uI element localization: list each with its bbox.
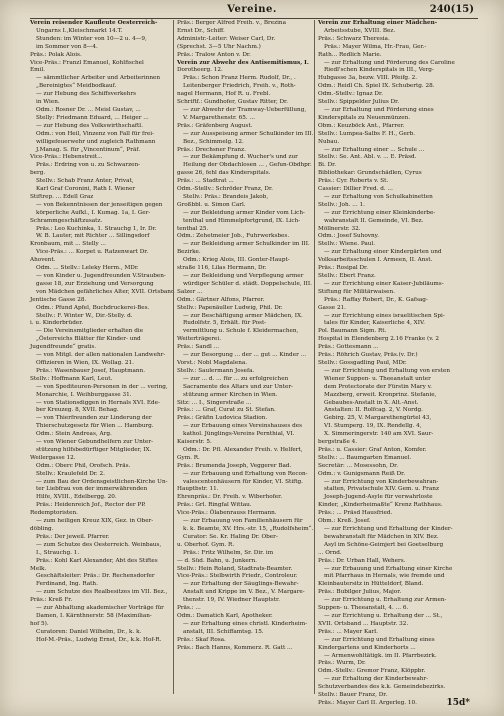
text-line: Sitz: ... I., Singerstraße ... <box>177 399 252 406</box>
text-line: anstalt, III. Schiffamtsg. 15. <box>183 628 264 635</box>
text-line: — zur Abhaltung akademischer Vorträge für <box>36 605 164 612</box>
text-line: Verein reisender Kaufleute Oesterreich- <box>30 20 158 26</box>
text-line: Odm.: Damatich Karl, Apotheker. <box>177 612 273 619</box>
text-line: Präs.: ... Mayer Karl. <box>318 628 378 635</box>
text-line: Heilung der Obdachlosen ... , Gefun-Obdhpr. <box>183 162 312 169</box>
text-line: — zur Besorgung ... der ... gut ... Kinder ... <box>183 352 307 359</box>
text-line: Sacramente des Altars und zur Unter- <box>183 383 293 390</box>
text-line: Verein zur Erhaltung einer Mädchen- <box>318 20 438 26</box>
text-line: Präs.: Bubilger Julius, Major. <box>318 589 402 596</box>
text-line: Secretär: ... Mosessohn, Dr. <box>318 462 399 469</box>
text-line: Redemptoristen. <box>30 510 78 517</box>
text-line: kathol. Jünglings-Vereins Pernthial, VI. <box>183 431 295 438</box>
text-line: Präs.: Fritz Wilhelm, Sr. Dir. im <box>183 549 274 556</box>
text-line: Emil. <box>30 67 45 74</box>
header-rule <box>30 18 478 19</box>
text-line: Präs.: ... Stadtrat ... <box>177 178 234 185</box>
text-line: Präs.: Leo Kuchinka, 1. Strauchg 1, Ir. Dr. <box>36 225 157 232</box>
text-line: Kleinbautersitz in Hütteldorf, Bland. <box>318 581 424 588</box>
text-line: Jugendfreunde“ gratis. <box>30 344 97 351</box>
text-line: — zur Errichtung und Erhaltung von ersten <box>324 367 451 374</box>
text-line: Präs.: Berger Alfred Freih. v., Brezina <box>177 20 286 26</box>
text-line: Ernst Dr., Schiff. <box>177 27 225 34</box>
text-line: — zur Errichtung einer Kaiser-Jubiläums- <box>324 280 444 287</box>
text-line: Curator: Se. Kr. Haling Dr. Ober- <box>183 533 278 540</box>
text-line: Schriftf.: Gundhofer, Gustav Ritter, Dr. <box>177 99 288 106</box>
text-line: Odm.: Pfund Apfel, Buchdruckerei-Bes. <box>36 304 150 311</box>
text-line: Vice-Präs.: ... Korpet u. Ratzenwart Dr. <box>36 249 149 256</box>
text-line: Wiener Suppen- u. Theeanstalt unter <box>324 375 431 382</box>
text-line: Melk. <box>30 565 47 572</box>
text-line: Mazzberg, erweit. Kronprinz. Stefanie, <box>324 391 437 398</box>
text-line: Präs.: Schwarz Theresia. <box>318 35 390 42</box>
text-line: tenthal 25. <box>177 225 209 232</box>
text-line: Ferdinand, Ing. Rath. <box>36 581 98 588</box>
text-line: Weilergasse 12. <box>30 454 76 461</box>
text-line: Rudolfstr. 5, Erhält. für Post- <box>183 320 267 327</box>
text-line: VI. Stumperg. 19, IX. Rendellg. 4, <box>324 423 422 430</box>
text-line: Stellv.: Se. Ant. Abl. v. ... E. Präsd. <box>318 154 417 161</box>
text-line: — von Stationsdiggen in Hernals XVI. Ede- <box>36 399 160 406</box>
text-line: — von Bekenntnissen der jenseitigen gegen <box>36 201 163 208</box>
text-line: Hauptbstr. 11. <box>177 486 219 493</box>
text-line: Präs.: Kreß Fr. <box>30 597 73 604</box>
text-line: körperliche Aufkl., I. Kumag. 1a, I. Ger- <box>36 209 151 216</box>
text-line: — zur Errichtung einer Kleinkinderbe- <box>324 209 436 216</box>
text-line: stützung hilfsbedürftiger Mitglieder, IX. <box>36 446 152 453</box>
text-line: — zur Errichtung eines israelitischen Spi- <box>324 312 445 319</box>
text-line: Karl Graf Coronini, Rath I. Wiener <box>36 186 136 193</box>
text-line: Großbbl. u. Simon Carl. <box>177 201 246 208</box>
text-line: — zur Erhaltung einer Kindergärten und <box>324 249 442 256</box>
text-line: stützung armer Kirchen in Wien. <box>183 391 278 398</box>
text-line: Stellv.: Hein Roland, Stadtrats-Beamter. <box>177 565 293 572</box>
text-line: — Die Vereinsmitglieder erhalten die <box>36 328 144 335</box>
text-line: Rath... Redlich Marie. <box>318 51 382 58</box>
text-line: Odm. ... Stellv.: Leleky Herm., MDr. <box>36 265 139 272</box>
text-line: vermittlung u. Schule f. Kleidermachen, <box>183 328 299 335</box>
text-line: Hof-M.-Präs., Ludwig Ernst, Dr., k.k. Hof-R. <box>36 636 162 643</box>
text-line: Odm.: Stein Andreas, Arg. <box>36 431 112 438</box>
text-line: Präs.: Skaf Rosa. <box>177 636 226 643</box>
column-divider <box>314 20 315 694</box>
text-line: Odm.: Dr. Pfl. Alexander Freih. v. Helfert, <box>183 446 303 453</box>
text-line: — zur Errichtung und Erhaltung eines <box>324 636 435 643</box>
text-line: stalten, Privatschule XIV. Gem. u. Franz <box>324 486 439 493</box>
text-line: W. B. Lauter, mit Richter ... Sillingsdorf <box>36 233 150 240</box>
text-line: tales für Kinder, Kaiserliche 4, XIV. <box>324 320 425 327</box>
text-line: Ungarns I.,Kleischmarkt 14.T. <box>36 27 123 34</box>
text-line: im Sommer von 8—4. <box>36 43 98 50</box>
text-line: — von Kinder u. Jugendfreunden V.Strauben- <box>36 273 166 279</box>
text-line: Kinder, „Kinderheimaßte“ Krenz Rathhaus. <box>318 502 443 509</box>
text-line: — sämmtlicher Arbeiter und Arbeiterinnen <box>36 75 161 82</box>
text-line: würdiger Schüler d. städt. Doppelschule, III. <box>183 280 312 287</box>
text-line: — zur Erhaltung und Förderung des Caroline <box>324 59 455 66</box>
text-line: Präs.: Schon Franz Herm. Rudolf, Dr., . <box>183 75 296 82</box>
text-line: Kinderspitals zu Neuenmünzen. <box>318 114 411 121</box>
text-line: Curatoren: Daniel Wilhelm, Dr., k. k. <box>36 628 142 635</box>
text-line: Präs.: Gottesmann ... <box>318 344 379 351</box>
text-line: Odm.: Josef Suhovny. <box>318 233 379 240</box>
text-column-middle <box>177 20 314 696</box>
text-line: Odm.-Stellv.: Gremor Franz, Klöppbr. <box>318 668 426 675</box>
text-line: Ahovent. <box>30 257 56 264</box>
text-line: (Sprechst. 3—5 Uhr Nachm.) <box>177 43 261 50</box>
text-line: — zur Erhaltung von Schulkabinetten <box>324 193 433 200</box>
text-line: — zur Erhaltung eines christl. Kinderheim- <box>183 620 308 627</box>
text-line: Präs.: Heidenreich Jof., Rector der PP. <box>36 502 146 509</box>
text-line: Präs.: Raffay Robert, Dr., K. Gafsag- <box>324 296 428 303</box>
text-line: — zur Hebung des Schiffsverkehrs <box>36 91 137 98</box>
text-line: gasse 18, zur Erziehung und Versorgung <box>36 280 154 287</box>
text-line: Asyl im Schöne-Geimjert bei Goetselburg <box>324 541 444 548</box>
text-line: Administr.-Leiter: Weiser Carl, Dr. <box>177 35 276 42</box>
text-line: — zur Bekämpfung d. Wucher's und zur <box>183 154 298 161</box>
text-line: k. k. Beamte, XV. Hrs.-str. 15, „Rudolfsheim“. <box>183 526 314 532</box>
text-line: berg. <box>30 170 46 177</box>
text-line: Stellv.: Joh. ... 1. <box>318 201 365 208</box>
text-line: Vorst.: Nobl Magdalena. <box>177 359 248 366</box>
text-line: — zur Errichtung u. Erhaltung der ... St., <box>324 612 443 619</box>
text-line: Präs.: Sandl ... <box>177 344 220 351</box>
text-line: Präs.: Bach Hanns, Kommerz. R. Gatt ... <box>177 644 293 651</box>
text-line: Präs.: ... <box>177 605 201 612</box>
text-line: döbling. <box>30 526 54 532</box>
text-line: — zur Erbauung von Familienhäusern für <box>183 518 303 525</box>
text-line: Präs.: Wurm, Dr. <box>318 660 366 667</box>
text-line: — zur Erbauung und Erhaltung von Recon- <box>183 470 308 477</box>
text-line: Vice-Präs.: Ölabenrauss Hermann. <box>177 510 277 517</box>
text-line: Möllnerstr. 32. <box>318 225 361 232</box>
text-line: J.Manag. S. für „Vincentinum“, Präf. <box>36 146 141 153</box>
text-line: — zur Erhaltung der Kinderbewahr- <box>324 676 429 683</box>
text-line: Schrammgeschäftzusatz. <box>30 217 103 224</box>
text-line: — von Mitgl. der allen nationalen Landwehr- <box>36 352 166 359</box>
text-line: Volksarbeitsschulen I. Armeen, II. Anst. <box>318 257 433 264</box>
text-line: von Mädchen gefährliches Alter, XVII. Ortsband <box>36 288 175 295</box>
text-line: Vice-Präs.: Stelbwirth Friedr., Controleur. <box>177 573 298 580</box>
text-line: i. u. Kinderbrüder. <box>30 320 84 327</box>
text-line: Cassier: Dillier Fred. d. ... <box>318 186 393 193</box>
text-column-left <box>30 20 175 696</box>
text-line: I., Strauchg. 1. <box>36 549 80 556</box>
text-line: Kindergartens und Kinderhorts ... <box>318 644 416 651</box>
text-line: Präs.: ... Graf, Curat zu St. Stefan. <box>177 407 276 414</box>
text-line: — zur Bekleidung und Verpflegung armer <box>183 273 304 279</box>
text-line: gasse 26, fehl das Kinderspitals. <box>177 170 271 177</box>
text-line: Gym. R. <box>177 454 200 461</box>
text-line: — von Wiener Gebundhelfern zur Unter- <box>36 439 154 446</box>
text-line: dem Protectorate der Fürstin Mary v. <box>324 383 432 390</box>
text-line: Odm.: v. Gunigsmann Reiß Dr. <box>318 470 406 477</box>
text-line: — zum Schutze des Realbesitzes im VII. Bez., <box>36 589 168 596</box>
text-line: Odm.: Rosner Dr. ... Meisl Gustav, ... <box>36 106 141 113</box>
text-line: Präs.: Der jeweil. Pfarrer. <box>36 533 110 540</box>
text-line: Suppen- u. Theeanstalt, 4. ... 6. <box>318 605 409 612</box>
text-line: Odm.: Zehetmeier Job., Fuhrwerksbes. <box>177 233 290 240</box>
text-line: Stellv.: Lumpea-Salbs F. H., Gerb. <box>318 130 416 137</box>
text-line: — zur Erhaltung der Säuglings-Bewahr- <box>183 581 299 588</box>
text-line: Hospital in Elendenberg 2.16 Franke (v. 2 <box>318 336 439 343</box>
text-line: Anstalten: II. Rolfcag. 2, V. Nordg. <box>324 407 423 414</box>
text-line: Bez., Schimmelg. 12. <box>183 138 244 145</box>
text-line: Stellv.: Präs.: Brandeis Jakob, <box>183 193 269 200</box>
text-line: Obm.: Kreß. Josef. <box>318 518 371 525</box>
text-line: — zur Ausspeisung armer Schulkinder im III. <box>183 130 314 137</box>
text-line: in Wien. <box>36 99 60 106</box>
printer-signature: 15d* <box>446 698 470 708</box>
text-line: Pol. Baumann Sigm. Rt. <box>318 328 387 335</box>
text-line: Offizieren in Wien, IX. Wollag. 21. <box>36 359 134 366</box>
text-line: Leitenberger Friedrich, Freih. v., Roth- <box>183 83 296 90</box>
text-line: Verein zur Abwehr des Antisemitismus, I. <box>177 59 309 66</box>
text-line: Ehrenpräs.: Dr. Freih. v. Wiberhofer. <box>177 494 283 501</box>
text-line: Kaiserstr. 5. <box>177 439 212 446</box>
text-line: hof 5). <box>30 620 49 627</box>
text-line: „Österreichs Blätter für Kinder- und <box>36 336 141 343</box>
text-line: XVII. Ortsband ... Hauptstr. 32. <box>318 620 409 627</box>
text-line: Weiterträgerei. <box>177 336 222 343</box>
text-line: Präs.: Mayer Carl II. Argerleg. 10. <box>318 699 417 706</box>
text-line: Stellv.: Spippelder Julius Dr. <box>318 99 400 106</box>
text-line: V. Margarethenstr. 65. ... <box>183 114 255 121</box>
text-line: Stellv.: Saulermann Josefa. <box>177 367 255 374</box>
text-line: Odm.: Oberc Phil, Orofsch. Präs. <box>36 462 131 469</box>
text-line: Stellv.: ... Baumgarten Emanuel. <box>318 454 412 461</box>
text-line: Dorotheerg. 12. <box>177 67 223 74</box>
text-line: Präs.: Tralow Anton v. Dr. <box>177 51 251 58</box>
text-line: Odm.: Krieg Alois, III. Gonter-Haupt- <box>183 257 290 264</box>
text-line: Präs.: Gräfin Ludovica Stadion. <box>177 415 268 422</box>
text-line: — zur Erhaltung einer ... Schule ... <box>324 146 425 153</box>
text-line: — zur Errichtung von Kinderbewahran- <box>324 478 439 485</box>
text-line: Stellv.: Hoffmann Karl, Leut. <box>30 375 113 382</box>
text-line: Gebirg. 25, V. Margarethengürtel 43, <box>324 415 432 422</box>
text-line: Stellv.: Wiene. Paul. <box>318 241 376 248</box>
text-line: Damen, I. Kärnthnerstr. 58 (Maximilian- <box>36 612 152 619</box>
text-line: — von Thierfreunden zur Linderung der <box>36 415 152 422</box>
text-line: Stellv.: Schab Franz Anter, Privat, <box>36 178 134 185</box>
text-line: Präs.: Brumenda Joseph, Veggerer Bad. <box>177 462 292 469</box>
text-line: Geschäftsleiter: Präs.: Dr. Rechensdorfer <box>36 573 155 580</box>
text-line: „Bereinigtes“ Meidbodkauf. <box>36 83 117 90</box>
text-line: Jentische Gasse 28. <box>30 296 87 303</box>
text-line: Gasse 21. <box>318 304 346 311</box>
text-line: — von Spediteuren-Personen in der ... vering, <box>36 383 168 390</box>
text-line: Präs.: Dr. Urban Hall, Wehers. <box>318 557 406 564</box>
text-line: — zur Hebung des Volkswirthschaftl. <box>36 122 143 129</box>
text-line: Odm.-Stellv.: Schröder Franz, Dr. <box>177 186 273 193</box>
text-line: willigefeuerwehr und zugleich Rathmann <box>36 138 156 145</box>
text-line: — zur ... d. ... für ... zu erfolgreichen <box>183 375 289 382</box>
text-line: — zum Schutze des Oesterreich. Weinbaus, <box>36 541 162 548</box>
text-line: Stelly: Friedmann Eduard, ... Heiger ... <box>36 114 149 121</box>
text-line: — zur Beschäftigung armer Mädchen, IX. <box>183 312 303 319</box>
text-line: Präs.: Gräfenberg August. <box>177 122 253 129</box>
text-line: Nubau. <box>318 138 340 145</box>
text-line: Stellv.: Papenäuller Ludwig, Phil. Dr. <box>177 304 283 311</box>
text-line: Präs.: Wasenbauer Josef, Hauptmann. <box>36 367 146 374</box>
text-line: Bezirke. <box>177 249 201 256</box>
text-line: — zum Bau der Ordensgeistlichen-Kirche Un- <box>36 478 168 485</box>
text-line: — zur Bekleidung armer Kinder vom Lich- <box>183 209 305 216</box>
text-line: — zur Errichtung und Erhaltung der Kinder- <box>324 526 453 532</box>
text-line: Salzer ... <box>177 288 203 295</box>
text-line: Hilfe, XVIII., Edelbergg. 20. <box>36 494 117 501</box>
text-line: u. Oberhof. Gym. R. <box>177 541 235 548</box>
text-line: mit Pfarrhaus in Hernals, wie fremde und <box>324 573 445 580</box>
text-line: Präs.: Röhrich Gustav, Präs.(v. Dr.) <box>318 352 418 359</box>
text-line: Monarchie, I. Weihburggasse 31. <box>36 391 132 398</box>
text-line: — zur Erhaltung und Förderung eines <box>324 106 434 113</box>
text-line: bewahranstalt für Mädchen in XIV. Bez. <box>324 533 439 540</box>
text-line: Stiftung für Militärwaisen. <box>318 288 395 295</box>
text-line: Anstalt und Krippe im V. Bez., V. Margare- <box>183 589 305 596</box>
text-line: Odm.: Gärtner Alfons, Pfarrer. <box>177 296 265 303</box>
text-line: Thierschutzgesetz für Wien ... Hamburg. <box>36 423 154 430</box>
text-line: — zur Bekleidung armer Schulkinder im III. <box>183 241 310 248</box>
text-line: bergstraße 4. <box>318 439 358 446</box>
page-number: 240(15) <box>429 4 474 15</box>
text-line: — zur Erbauung und Erhaltung einer Kirche <box>324 565 453 572</box>
text-line: Joseph-Jugend-Asyle für verwahrloste <box>324 494 433 501</box>
text-line: Odm.-Stellv.: Ignaz Dr. <box>318 91 383 98</box>
text-line: Kronbaum, mit ... Stelly ... <box>30 241 106 248</box>
text-line: Bibliothekar: Grundschädlen, Cyrus <box>318 170 422 177</box>
text-line: X. Simmeringerstr. 140 am XVI. Saur- <box>324 431 434 438</box>
text-line: tenthal und Himmelpfortgrund, IX. Lich- <box>183 217 301 224</box>
text-line: Odm.: Reidl Ch. Spiel IX. Schubertg. 28. <box>318 83 435 90</box>
section-title: Vereine. <box>227 4 277 15</box>
column-divider <box>173 20 174 694</box>
text-line: Präs.: Mayer Wilma, Hr.-Frau, Ger.- <box>324 43 427 50</box>
text-line: Präs.: ... Präsd Hausfried. <box>318 510 393 517</box>
text-line: Riedl'schen Kinderspitals in III., Verg- <box>324 67 434 74</box>
text-line: wahranstalt II. Gemeinde, VI. Bez. <box>324 217 424 224</box>
text-line: Präs.: Polak Alois. <box>30 51 82 58</box>
text-line: Schutzverbandes des k.k. Gemeindebezirks. <box>318 684 446 691</box>
text-line: Präs.: Erdring von u. zu Schwarzen- <box>36 162 141 169</box>
text-line: Stellv.: F. Winter W., Dir.-Stelly. d. <box>36 312 133 319</box>
text-line: Stellv.: Ebert Franz. <box>318 273 376 279</box>
page-header <box>0 4 504 18</box>
text-line: ber Kreuzeg. 8, XVII. Behag. <box>36 407 119 414</box>
text-line: ... Ornd. <box>318 549 342 556</box>
text-line: thenstr. 19, IV. Wiedner Hauptstr. <box>183 597 280 604</box>
text-line: Vice-Präs.: Franzl Emanuel, Kohlfischel <box>30 59 144 66</box>
text-line: — zum heiligen Kreuz XIX, Gez. in Ober- <box>36 518 154 525</box>
text-line: Stunden: im Winter von 10—2 u. 4—9, <box>36 35 147 42</box>
text-line: Präs.: u. Cassier: Graf Anton, Komfer. <box>318 446 427 453</box>
text-line: Arbeitsstube, XVIII. Bez. <box>324 27 396 34</box>
text-line: Präs.: Rosipal Dr. <box>318 265 368 272</box>
text-line: Stiftrep. ... Edell Graz <box>30 193 94 200</box>
text-line: — d. Süd. Bahn, u. Junkern. <box>177 557 257 564</box>
text-line: — Armenwohltätigk. im II. Pfarrbezirk. <box>324 652 437 659</box>
text-line: — zur Abwehr der Tramway-Ueberfüllung, <box>183 106 307 113</box>
text-line: Bi. Dr. <box>318 162 337 169</box>
text-line: — zur Errichtung u. Erhaltung zur Armen- <box>324 597 447 604</box>
text-line: Stellv.: Kraulefeld Dr. 2. <box>36 470 105 477</box>
text-line: ter Liebfrau von der immerwährenden <box>36 486 148 493</box>
text-line: straße 116, Lilas Hermann, Dr. <box>177 265 267 272</box>
text-line: Stellv.: Gossgadling Paul, MDr. <box>318 359 407 366</box>
text-line: Hubgasse 3a, bezw. VIII. Pfeifg. 2. <box>318 75 418 82</box>
text-line: Obm.: Keuzböck Ant., Pfarrer. <box>318 122 405 129</box>
text-line: Präs.: Grl. Ringfal Wittau. <box>177 502 252 509</box>
text-line: Gebaubes-Anstalt in X. Alt.-Anst. <box>324 399 419 406</box>
text-line: Präs.: Drechsner Franz. <box>177 146 246 153</box>
text-line: nagel Hermann, Hof R. u. Frebl. <box>177 91 271 98</box>
text-line: Präs.: Cyr. Roberts v. St. <box>318 178 389 185</box>
text-line: Stellv.: Bauer Franz, Dr. <box>318 692 388 699</box>
text-line: — zur Erbauung eines Vereinshauses des <box>183 423 303 430</box>
text-line: valescentenhäusern für Kinder, VI. Stiftg. <box>183 478 303 485</box>
text-line: Präs.: Kohl Karl Alexander, Abt des Stiftes <box>36 557 158 564</box>
text-line: Vice-Präs.: Hebenstreit... <box>30 154 103 161</box>
text-line: Odm.: von Heil, Vinzenz von Fall für frei- <box>36 130 154 137</box>
